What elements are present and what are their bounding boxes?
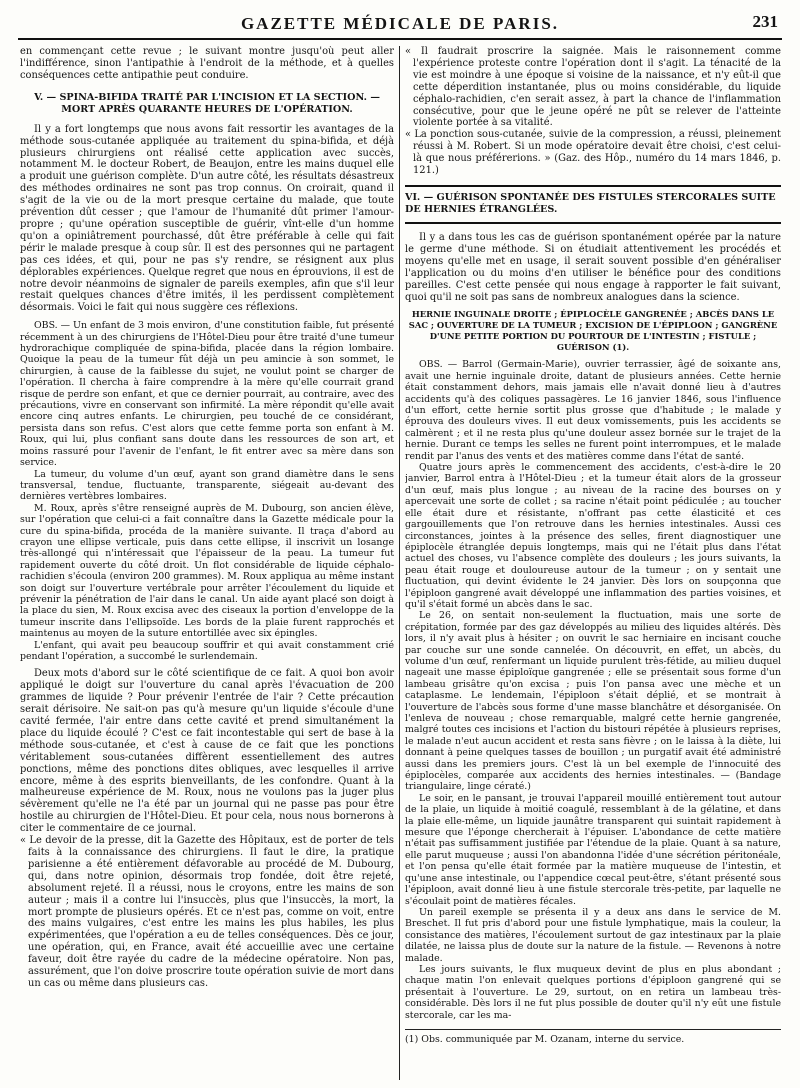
observation-paragraph: L'enfant, qui avait peu beaucoup souffrir et qui avait constamment crié pendant l'opération, a succombé le surlendemain. bbox=[20, 639, 394, 662]
quotation-paragraph: « Il faudrait proscrire la saignée. Mais le raisonnement comme l'expérience proteste contre l'opération dont il s'agit. La ténacité de la vie est moindre à une époque si voisine de la naissance, et n'y eût-il que cette déperdition instantanée, plus ou moins considérable, du liquide céphalo-rachidien, c'en serait assez, à part la chance de l'inflammation consécutive, pour que le jeune opéré ne pût se relever de l'atteinte violente portée à sa vitalité. bbox=[405, 46, 781, 129]
case-subheading: HERNIE INGUINALE DROITE ; ÉPIPLOCÈLE GANGRENÉE ; ABCÈS DANS LE SAC ; OUVERTURE DE LA TUMEUR ; EXCISION DE L'ÉPIPLOON ; GANGRÈNE D'UNE PETITE PORTION DU POURTOUR DE L'INTESTIN ; FISTULE ; GUÉRISON (1). bbox=[408, 309, 778, 353]
observation-paragraph: La tumeur, du volume d'un œuf, ayant son grand diamètre dans le sens transversal, tendue, fluctuante, transparente, siégeait au-devant des dernières vertèbres lombaires. bbox=[20, 468, 394, 503]
observation-paragraph: Le 26, on sentait non-seulement la fluctuation, mais une sorte de crépitation, formée par des gaz développés au milieu des liquides altérés. Dès lors, il n'y avait plus à hésiter ; on ouvrit le sac herniaire en incisant couche par couche sur une sonde cannelée. On découvrit, en effet, un abcès, du volume d'un œuf, renfermant un liquide purulent très-fétide, au milieu duquel nageait une masse épiploïque gangrenée ; elle se présentait sous forme d'un lambeau grisâtre qu'on excisa ; puis l'on pansa avec une mèche et un cataplasme. Le lendemain, l'épiploon s'était déplié, et se montrait à l'ouverture de l'abcès sous forme d'une masse blanchâtre et désorganisée. On l'enleva de nouveau ; chose remarquable, malgré cette hernie gangrenée, malgré toutes ces incisions et l'action du bistouri répétée à plusieurs reprises, le malade n'eut aucun accident et resta sans fièvre ; on le laissa à la diète, lui donnant à peine quelques tasses de bouillon ; un purgatif avait été administré aussi dans les premiers jours. C'est là un bel exemple de l'innocuité des épiplocèles, comparée aux accidents des hernies intestinales. — (Bandage triangulaire, linge cératé.) bbox=[405, 610, 781, 793]
page-header bbox=[18, 12, 782, 40]
section-v-heading: V. — SPINA-BIFIDA TRAITÉ PAR L'INCISION ET LA SECTION. — MORT APRÈS QUARANTE HEURES DE L'OPÉRATION. bbox=[34, 91, 380, 115]
quotation-paragraph: « La ponction sous-cutanée, suivie de la compression, a réussi, pleinement réussi à M. Robert. Si un mode opératoire devait être choisi, c'est celui-là que nous préférerions. » (Gaz. des Hôp., numéro du 14 mars 1846, p. 121.) bbox=[405, 129, 781, 177]
page-number: 231 bbox=[752, 12, 778, 31]
paragraph: Il y a fort longtemps que nous avons fait ressortir les avantages de la méthode sous-cutanée appliquée au traitement du spina-bifida, et déjà plusieurs chirurgiens ont réalisé cette application avec succès, notamment M. le docteur Robert, de Beaujon, entre les mains duquel elle a produit une guérison complète. D'un autre côté, les résultats désastreux des méthodes ordinaires ne sont pas trop connus. On croirait, quand il s'agit de la vie ou de la mort presque certaine du malade, que toute prévention dût cesser ; que l'amour de l'humanité dût primer l'amour-propre ; qu'une opération susceptible de guérir, vînt-elle d'un homme qu'on a opiniâtrement pourchassé, dût être préférable à celle qui fait périr le malade presque à coup sûr. Il est des personnes qui ne partagent pas ces idées, et qui, pour ne pas s'y rendre, se résignent aux plus déplorables expériences. Quelque regret que nous en éprouvions, il est de notre devoir néanmoins de signaler de pareils exemples, afin que s'il leur restait quelques chances d'être imités, il les perdissent complètement désormais. Voici le fait qui nous suggère ces réflexions. bbox=[20, 123, 394, 314]
observation-paragraph: OBS. — Un enfant de 3 mois environ, d'une constitution faible, fut présenté récemment à un des chirurgiens de l'Hôtel-Dieu pour être traité d'une tumeur hydrorachique compliquée de spina-bifida, placée dans la région lombaire. Quoique la peau de la tumeur fût déjà un peu amincie à son sommet, le chirurgien, à cause de la faiblesse du sujet, ne voulut point se charger de l'opération. Il chercha à faire comprendre à la mère qu'elle courrait grand risque de perdre son enfant, et que ce dernier pourrait, au contraire, avec des précautions, vivre en conservant son infirmité. La mère répondit qu'elle avait encore cinq autres enfants. Le chirurgien, peu touché de ce considérant, persista dans son refus. C'est alors que cette femme porta son enfant à M. Roux, qui lui, plus confiant sans doute dans les ressources de son art, et moins rassuré pour l'avenir de l'enfant, le fit entrer avec sa mère dans son service. bbox=[20, 320, 394, 469]
journal-title: GAZETTE MÉDICALE DE PARIS. bbox=[240, 14, 560, 33]
intro-paragraph: en commençant cette revue ; le suivant montre jusqu'où peut aller l'indifférence, sinon l'antipathie à l'endroit de la méthode, et à quelles conséquences cette antipathie peut conduire. bbox=[20, 46, 394, 81]
footnote: (1) Obs. communiquée par M. Ozanam, interne du service. bbox=[405, 1029, 781, 1045]
left-column bbox=[20, 46, 394, 1080]
section-vi-heading: VI. — GUÉRISON SPONTANÉE DES FISTULES STERCORALES SUITE DE HERNIES ÉTRANGLÉES. bbox=[405, 185, 781, 224]
quotation-paragraph: « Le devoir de la presse, dit la Gazette des Hôpitaux, est de porter de tels faits à la connaissance des chirurgiens. Il faut le dire, la pratique parisienne a été entièrement défavorable au procédé de M. Dubourg, qui, dans notre opinion, désormais trop fondée, doit être rejeté, absolument rejeté. Il a réussi, nous le croyons, entre les mains de son auteur ; mais il a contre lui l'insuccès, plus que l'insuccès, la mort, la mort prompte de plusieurs opérés. Et ce n'est pas, comme on voit, entre des mains vulgaires, c'est entre les mains les plus habiles, les plus expérimentées, que l'opération a eu de telles conséquences. Dès ce jour, une opération, qui, en France, avait été accueillie avec une certaine faveur, doit être rayée du cadre de la médecine opératoire. Non pas, assurément, que l'on doive proscrire toute opération suivie de mort dans un cas ou même dans plusieurs cas. bbox=[20, 835, 394, 990]
observation-paragraph: Quatre jours après le commencement des accidents, c'est-à-dire le 20 janvier, Barrol entra à l'Hôtel-Dieu ; et la tumeur était alors de la grosseur d'un œuf, mais plus longue ; au niveau de la racine des bourses on y apercevait une sorte de collet ; sa racine n'était point pédiculée ; au toucher elle était dure et résistante, n'offrant pas cette élasticité et ces gargouillements que l'on retrouve dans les hernies intestinales. Aussi ces circonstances, jointes à la présence des selles, firent diagnostiquer une épiplocèle étranglée depuis longtemps, mais qui ne l'était plus dans l'état actuel des choses, vu l'absence complète des douleurs ; les jours suivants, la peau était rouge et douloureuse autour de la tumeur ; on y sentait une fluctuation, qui devint évidente le 24 janvier. Dès lors on soupçonna que l'épiploon gangrené avait développé une inflammation des parties voisines, et qu'il s'était formé un abcès dans le sac. bbox=[405, 462, 781, 610]
observation-paragraph: M. Roux, après s'être renseigné auprès de M. Dubourg, son ancien élève, sur l'opération que celui-ci a fait connaître dans la Gazette médicale pour la cure du spina-bifida, procéda de la manière suivante. Il traça d'abord au crayon une ellipse verticale, puis dans cette ellipse, il inscrivit un losange très-allongé qui n'intéressait que l'épaisseur de la peau. La tumeur fut rapidement ouverte du côté droit. Un flot considérable de liquide céphalo-rachidien s'écoula (environ 200 grammes). M. Roux appliqua au même instant son doigt sur l'ouverture vertébrale pour arrêter l'écoulement du liquide et prévenir la pénétration de l'air dans le canal. Un aide ayant placé son doigt à la place du sien, M. Roux excisa avec des ciseaux la portion d'enveloppe de la tumeur inscrite dans l'ellipsoïde. Les bords de la plaie furent rapprochés et maintenus au moyen de la suture entortillée avec six épingles. bbox=[20, 502, 394, 640]
observation-paragraph: Les jours suivants, le flux muqueux devint de plus en plus abondant ; chaque matin l'on enlevait quelques portions d'épiploon gangrené qui se présentait à l'ouverture. Le 29, surtout, on en retira un lambeau très-considérable. Dès lors il ne fut plus possible de douter qu'il n'y eût une fistule stercorale, car les ma- bbox=[405, 963, 781, 1021]
paragraph: Deux mots d'abord sur le côté scientifique de ce fait. A quoi bon avoir appliqué le doigt sur l'ouverture du canal après l'évacuation de 200 grammes de liquide ? Pour prévenir l'entrée de l'air ? Cette précaution serait dérisoire. Ne sait-on pas qu'à mesure qu'un liquide s'écoule d'une cavité fermée, l'air entre dans cette cavité et prend simultanément la place du liquide écoulé ? C'est ce fait incontestable qui sert de base à la méthode sous-cutanée, et c'est à cause de ce fait que les ponctions véritablement sous-cutanées diffèrent essentiellement des autres ponctions, même des ponctions dites obliques, avec lesquelles il arrive encore, même à des esprits bienveillants, de les confondre. Quant à la malheureuse expérience de M. Roux, nous ne voulons pas la juger plus sévèrement qu'elle ne l'a été par un journal qui ne passe pas pour être hostile au chirurgien de l'Hôtel-Dieu. Et pour cela, nous nous bornerons à citer le commentaire de ce journal. bbox=[20, 668, 394, 835]
paragraph: Il y a dans tous les cas de guérison spontanément opérée par la nature le germe d'une méthode. Si on étudiait attentivement les procédés et moyens qu'elle met en usage, il serait souvent possible d'en généraliser l'application ou du moins d'en utiliser le bénéfice pour des conditions pareilles. C'est cette pensée qui nous engage à rapporter le fait suivant, quoi qu'il ne soit pas sans de nombreux analogues dans la science. bbox=[405, 231, 781, 303]
observation-paragraph: Un pareil exemple se présenta il y a deux ans dans le service de M. Breschet. Il fut pris d'abord pour une fistule lymphatique, mais la couleur, la consistance des matières, l'écoulement surtout de gaz intestinaux par la plaie dilatée, ne laissa plus de doute sur la nature de la fistule. — Revenons à notre malade. bbox=[405, 906, 781, 964]
observation-paragraph: OBS. — Barrol (Germain-Marie), ouvrier terrassier, âgé de soixante ans, avait une hernie inguinale droite, datant de plusieurs années. Cette hernie était constamment dehors, mais jamais elle n'avait donné lieu à d'autres accidents qu'à des coliques passagères. Le 16 janvier 1846, sous l'influence d'un effort, cette hernie sortit plus grosse que d'habitude ; le malade y éprouva des douleurs vives. Il eut deux vomissements, puis les accidents se calmèrent ; et il ne resta plus qu'une douleur assez bornée sur le trajet de la hernie. Durant ce temps les selles ne furent point interrompues, et le malade rendit par l'anus des vents et des matières comme dans l'état de santé. bbox=[405, 359, 781, 462]
observation-paragraph: Le soir, en le pansant, je trouvai l'appareil mouillé entièrement tout autour de la plaie, un liquide à moitié coagulé, ressemblant à de la gélatine, et dans la plaie elle-même, un liquide jaunâtre transparent qui suintait rapidement à mesure que l'éponge chercherait à l'épuiser. L'abondance de cette matière n'était pas suffisamment justifiée par l'étendue de la plaie. Quant à sa nature, elle parut muqueuse ; aussi l'on abandonna l'idée d'une sécrétion péritonéale, et l'on pensa qu'elle était formée par la matière muqueuse de l'intestin, et qu'une anse intestinale, ou l'appendice cœcal peut-être, s'étant présenté sous l'épiploon, avait donné lieu à une fistule stercorale très-petite, par laquelle ne s'écoulait point de matières fécales. bbox=[405, 792, 781, 907]
right-column bbox=[405, 46, 781, 1080]
column-divider bbox=[399, 46, 400, 1080]
